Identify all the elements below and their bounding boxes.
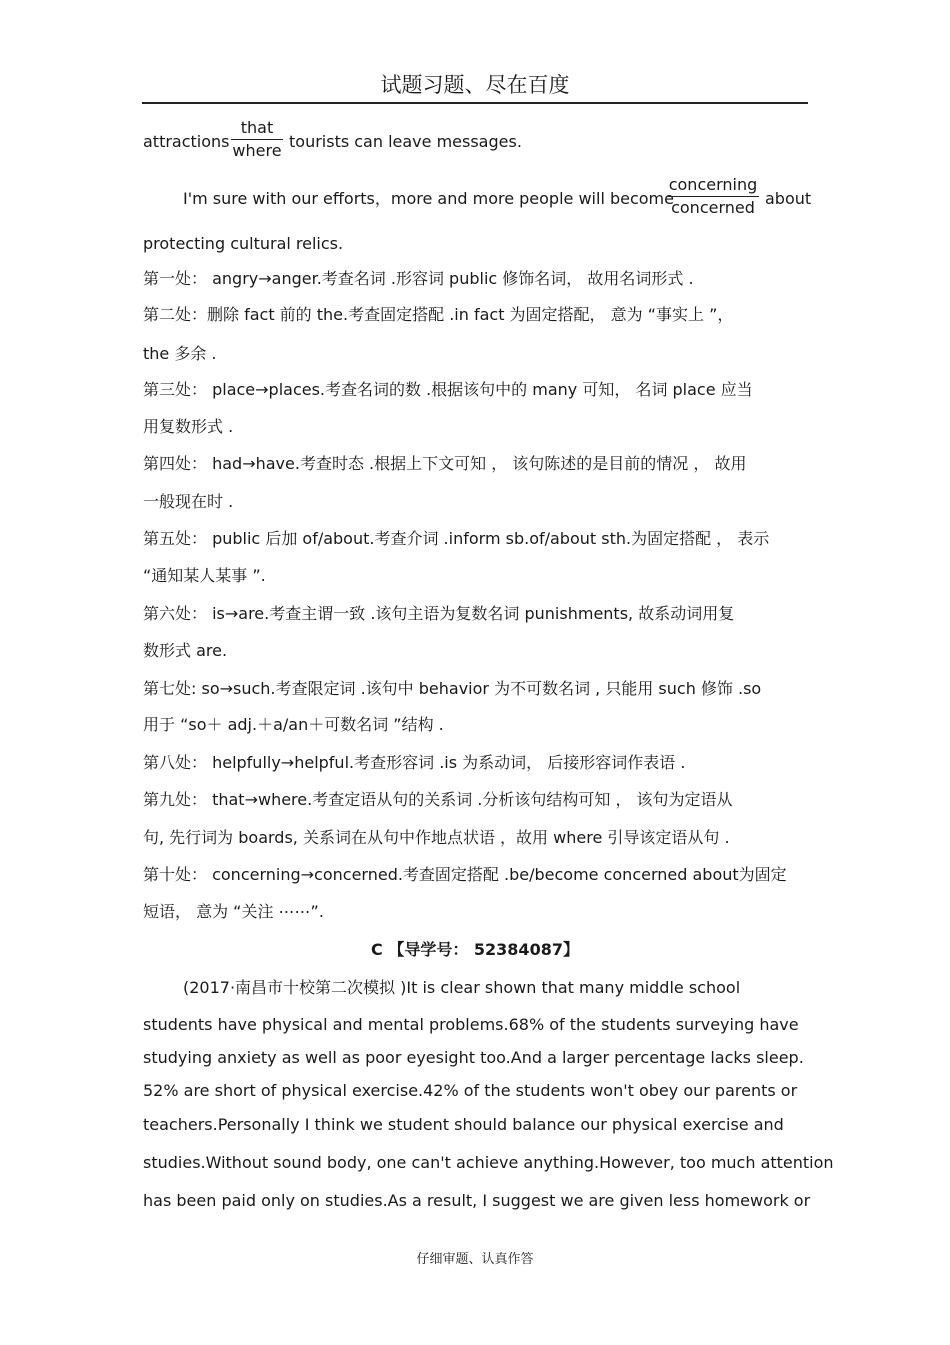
answer-line: 一般现在时 . [143,492,234,511]
text-line: about [765,189,812,208]
header-rule [142,102,808,104]
answer-line: 第五处： public 后加 of/about.考查介词 .inform sb.of/about sth.为固定搭配 ， 表示 [143,529,770,548]
fraction-bottom: concerned [671,198,755,217]
passage-line: studying anxiety as well as poor eyesight too.And a larger percentage lacks sleep. [143,1048,804,1067]
answer-line: 短语， 意为 “关注 ⋯⋯”. [143,902,324,921]
fraction-bar [231,139,283,140]
passage-line: students have physical and mental problems.68% of the students surveying have [143,1015,799,1034]
answer-line: 第七处: so→such.考查限定词 .该句中 behavior 为不可数名词 , 只能用 such 修饰 .so [143,679,762,698]
section-heading: C 【导学号： 52384087】 [371,940,579,959]
fraction-bar [667,196,759,197]
answer-line: the 多余 . [143,344,217,363]
text-line: protecting cultural relics. [143,234,344,253]
passage-line: studies.Without sound body, one can't achieve anything.However, too much attention [143,1153,834,1172]
answer-line: 用复数形式 . [143,417,234,436]
answer-line: 第八处： helpfully→helpful.考查形容词 .is 为系动词， 后接形容词作表语 . [143,753,686,772]
answer-line: 用于 “so＋ adj.＋a/an＋可数名词 ”结构 . [143,715,444,734]
answer-line: 第二处：删除 fact 前的 the.考查固定搭配 .in fact 为固定搭配， 意为 “事实上 ”， [143,305,734,324]
passage-line: has been paid only on studies.As a result, I suggest we are given less homework or [143,1191,811,1210]
answer-line: 第九处： that→where.考查定语从句的关系词 .分析该句结构可知 ， 该句为定语从 [143,790,733,809]
answer-line: 第四处： had→have.考查时态 .根据上下文可知 ， 该句陈述的是目前的情况 ， 故用 [143,454,747,473]
text-line: I'm sure with our efforts，more and more people will become [183,189,674,208]
passage-line: 52% are short of physical exercise.42% of the students won't obey our parents or [143,1081,798,1100]
answer-line: 句, 先行词为 boards, 关系词在从句中作地点状语 ，故用 where 引导该定语从句 . [143,828,730,847]
passage-line: (2017·南昌市十校第二次模拟 )It is clear shown that many middle school [183,978,741,997]
answer-line: 第三处： place→places.考查名词的数 .根据该句中的 many 可知， 名词 place 应当 [143,380,753,399]
text-line: attractions [143,132,230,151]
page-footer: 仔细审题、认真作答 [416,1252,534,1267]
fraction-top: that [240,118,274,137]
fraction-choice [231,118,283,161]
fraction-top: concerning [668,175,758,194]
answer-line: 第一处： angry→anger.考查名词 .形容词 public 修饰名词， 故用名词形式 . [143,269,694,288]
text-line: tourists can leave messages. [289,132,522,151]
passage-line: teachers.Personally I think we student should balance our physical exercise and [143,1115,784,1134]
answer-line: 第十处： concerning→concerned.考查固定搭配 .be/become concerned about为固定 [143,865,787,884]
answer-line: 第六处： is→are.考查主谓一致 .该句主语为复数名词 punishments, 故系动词用复 [143,604,735,623]
fraction-bottom: where [232,141,282,160]
fraction-choice [667,175,759,218]
answer-line: “通知某人某事 ”. [143,566,266,585]
answer-line: 数形式 are. [143,641,228,660]
page-header: 试题习题、尽在百度 [380,73,570,97]
